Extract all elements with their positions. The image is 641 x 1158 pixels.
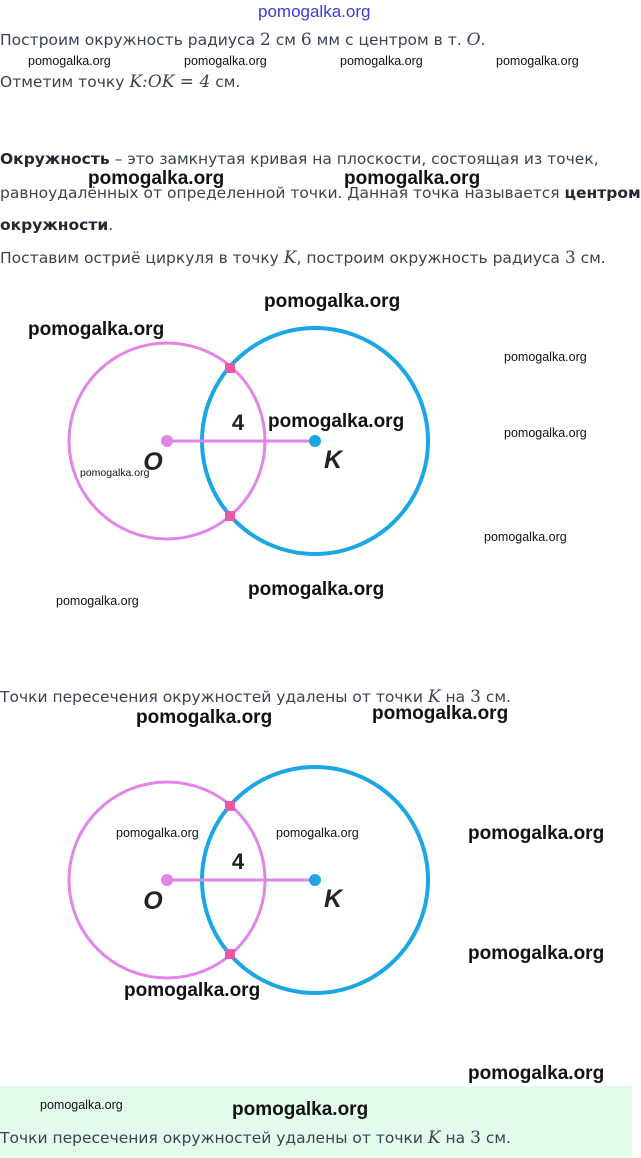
watermark: pomogalka.org [28,319,165,340]
definition-part-2: равноудалённых от определенной точки. Данная точка называется [0,184,565,202]
step2-after: см. [210,73,241,91]
answer-variable: K [427,1128,441,1148]
point-o [161,874,173,886]
answer-number: 3 [470,1128,481,1148]
watermark: pomogalka.org [116,826,199,840]
step3-text [0,248,606,268]
step3-mid: , построим окружность радиуса [296,249,565,267]
label-k: K [323,446,343,474]
definition-part-1: – это замкнутая кривая на плоскости, состоящая из точек, [109,150,599,168]
step3-after: см. [575,249,606,267]
answer-after: см. [480,1129,511,1147]
intersection-bottom [225,949,235,959]
answer-mid: на [440,1129,471,1147]
watermark: pomogalka.org [136,707,273,728]
step2-text [0,72,240,92]
point-k [309,435,321,447]
step3-variable: K [283,248,297,268]
step2-expression: K:OK = 4 [129,72,211,92]
watermark: pomogalka.org [56,594,139,608]
definition-term-center: центром [564,184,641,202]
label-dist: 4 [231,410,245,435]
label-k: K [323,885,343,913]
definition-line-2 [0,184,641,202]
answer-before: Точки пересечения окружностей удалены от точки [0,1129,428,1147]
point-k [309,874,321,886]
step4-mid: на [440,688,471,706]
step4-number: 3 [470,687,481,707]
watermark: pomogalka.org [184,54,267,68]
intersection-bottom [225,511,235,521]
watermark: pomogalka.org [340,54,423,68]
step2-before: Отметим точку [0,73,130,91]
definition-line-1 [0,150,599,168]
watermark: pomogalka.org [468,943,605,964]
watermark: pomogalka.org [504,426,587,440]
watermark: pomogalka.org [124,980,261,1001]
watermark: pomogalka.org [28,54,111,68]
point-o [161,435,173,447]
step4-after: см. [480,688,511,706]
step1-text [0,30,485,50]
watermark: pomogalka.org [40,1098,123,1112]
label-dist: 4 [231,849,245,874]
watermark: pomogalka.org [264,291,401,312]
step1-number-1: 2 [260,30,271,50]
figure-2-two-circles [0,740,632,1060]
step1-number-2: 6 [300,30,312,50]
label-o: O [143,887,163,915]
definition-term-circle: окружности [0,216,109,234]
label-o: O [143,448,163,476]
watermark: pomogalka.org [496,54,579,68]
watermark-top: pomogalka.org [258,2,371,21]
definition-end: . [108,216,114,234]
watermark: pomogalka.org [372,703,509,724]
watermark: pomogalka.org [504,350,587,364]
watermark: pomogalka.org [468,1063,605,1084]
intersection-top [225,363,235,373]
watermark: pomogalka.org [248,579,385,600]
watermark: pomogalka.org [484,530,567,544]
step1-mid-2: мм с центром в т. [311,31,467,49]
answer-text [0,1128,511,1148]
step1-before: Построим окружность радиуса [0,31,261,49]
step3-number: 3 [564,248,576,268]
step1-after: . [480,31,486,49]
watermark: pomogalka.org [232,1099,369,1120]
intersection-top [225,801,235,811]
figure-1-two-circles [0,300,632,620]
step1-mid-1: см [270,31,301,49]
watermark: pomogalka.org [88,168,225,189]
watermark: pomogalka.org [268,411,405,432]
step1-variable: O [466,30,481,50]
step4-before: Точки пересечения окружностей удалены от точки [0,688,428,706]
definition-term: Окружность [0,150,110,168]
watermark: pomogalka.org [468,823,605,844]
definition-line-3 [0,216,113,234]
watermark: pomogalka.org [276,826,359,840]
watermark: pomogalka.org [344,168,481,189]
step3-before: Поставим остриё циркуля в точку [0,249,284,267]
watermark: pomogalka.org [80,467,150,479]
step4-variable: K [427,687,441,707]
